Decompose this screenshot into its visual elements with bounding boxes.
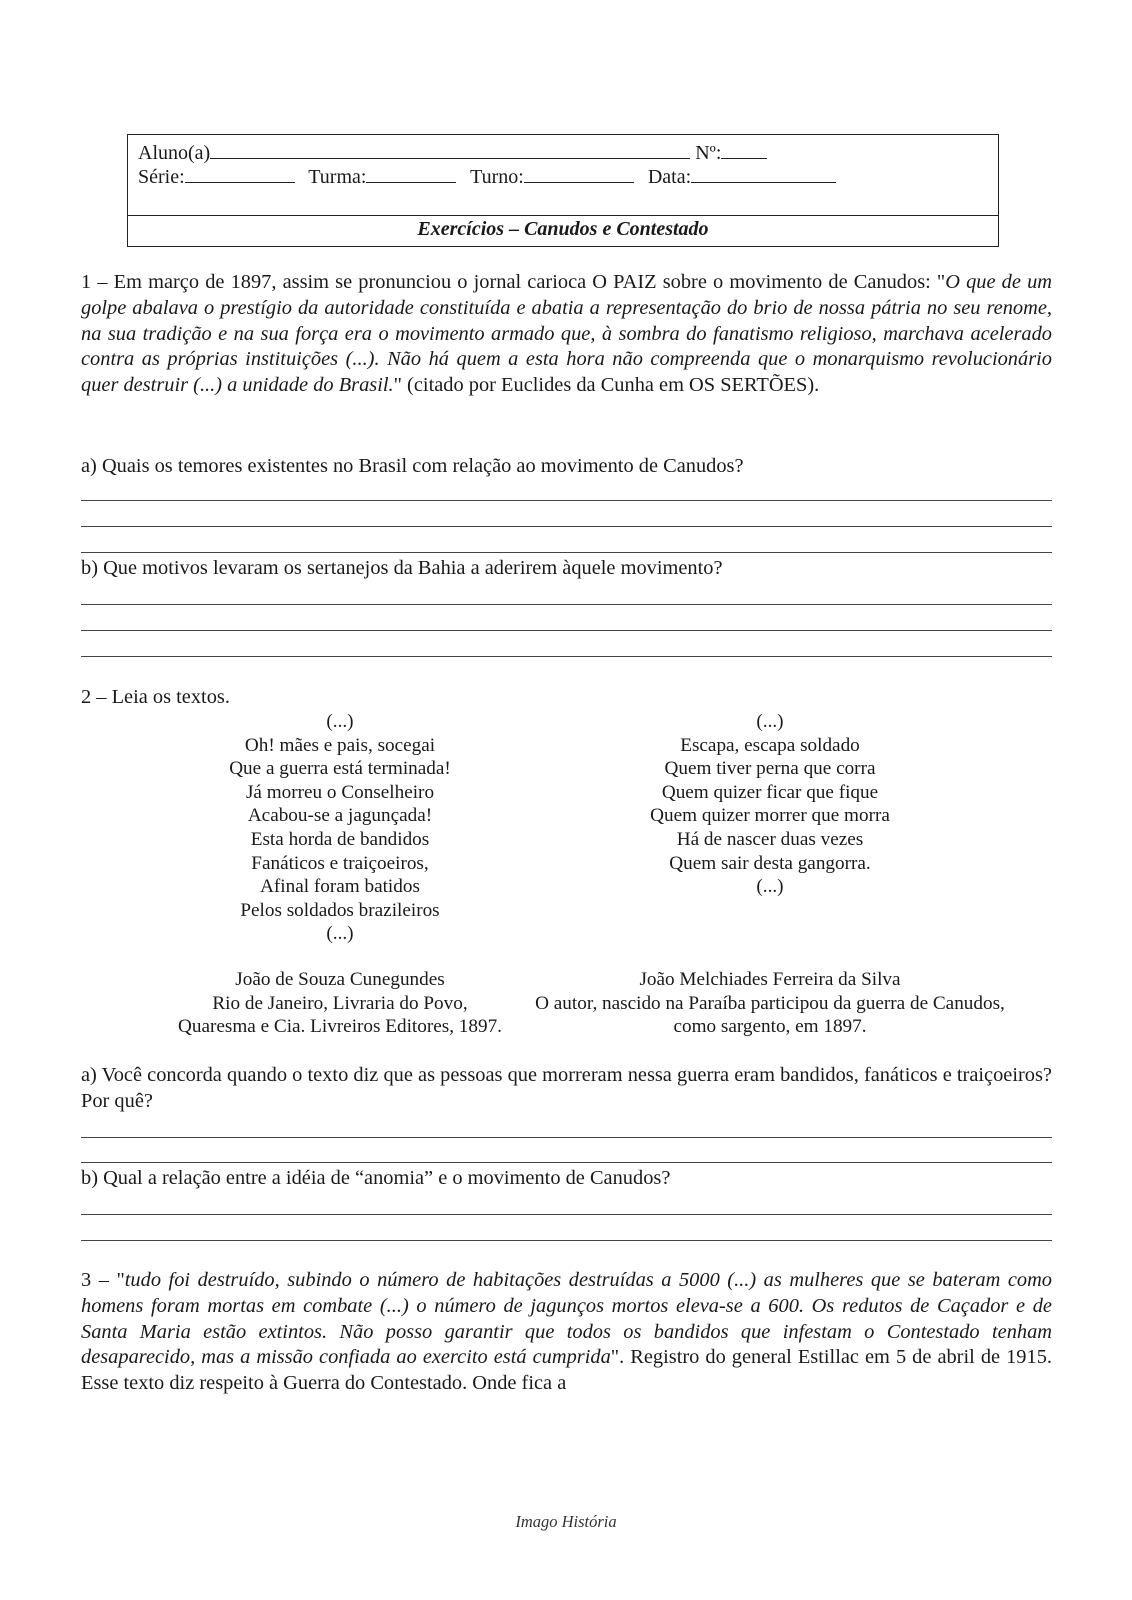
answer-line[interactable] (81, 1240, 1052, 1241)
poem-source: Quaresma e Cia. Livreiros Editores, 1897. (178, 1016, 502, 1038)
poem-line: Acabou-se a jagunçada! (247, 805, 433, 827)
question-2-intro: 2 – Leia os textos. (81, 686, 230, 708)
poem-line: Esta horda de bandidos (250, 828, 430, 850)
q1-quote: O que de um golpe abalava o prestígio da autoridade constituída e abatia a representação do brio de nossa pátria no seu renome, na sua tradição e na sua força era o movimento armado que, à sombra do fanatismo religioso, marchava acelerado contra as próprias instituições (...). Não há quem a esta hora não compreenda que o monarquismo revolucionário quer destruir (...) a unidade do Brasil. (81, 271, 1052, 397)
answer-line[interactable] (81, 656, 1052, 657)
turno-label: Turno: (470, 166, 524, 188)
question-1b: b) Que motivos levaram os sertanejos da Bahia a aderirem àquele movimento? (81, 557, 723, 579)
poem-line: (...) (326, 711, 354, 732)
answer-line[interactable] (81, 630, 1052, 631)
question-2a: a) Você concorda quando o texto diz que as pessoas que morreram nessa guerra eram bandidos, fanáticos e traiçoeiros? Por quê? (81, 1064, 1052, 1112)
class-info-row (138, 164, 836, 189)
poem-line: (...) (756, 711, 784, 732)
poem-left-credit (140, 968, 540, 1039)
header-divider (128, 215, 998, 216)
q3-quote: tudo foi destruído, subindo o número de habitações destruídas a 5000 (...) as mulheres que se bateram como homens foram mortas em combate (...) o número de jagunços mortos eleva-se a 600. Os redutos de Caçador e de Santa Maria estão extintos. Não posso garantir que todos os bandidos que infestam o Contestado tenham desaparecido, mas a missão confiada ao exercito está cumprida (81, 1269, 1052, 1369)
worksheet-title: Exercícios – Canudos e Contestado (417, 218, 709, 240)
poem-right-credit (510, 968, 1030, 1039)
numero-label: Nº: (695, 142, 722, 164)
serie-label: Série: (138, 166, 185, 188)
turma-field[interactable] (366, 164, 456, 183)
poem-left (140, 710, 540, 946)
answer-line[interactable] (81, 552, 1052, 553)
poem-line: Quem tiver perna que corra (664, 758, 876, 780)
question-2b: b) Qual a relação entre a idéia de “anomia” e o movimento de Canudos? (81, 1167, 671, 1189)
answer-line[interactable] (81, 1162, 1052, 1163)
q1-intro: 1 – Em março de 1897, assim se pronunciou o jornal carioca O PAIZ sobre o movimento de Canudos: " (81, 271, 946, 293)
numero-field[interactable] (721, 140, 767, 159)
poem-line: Afinal foram batidos (260, 876, 420, 898)
poem-line: Há de nascer duas vezes (676, 828, 864, 850)
poem-author: João Melchiades Ferreira da Silva (639, 969, 901, 990)
poem-source: como sargento, em 1897. (673, 1016, 867, 1038)
poem-source: Rio de Janeiro, Livraria do Povo, (212, 992, 468, 1014)
poem-line: Fanáticos e traiçoeiros, (251, 852, 429, 874)
answer-line[interactable] (81, 604, 1052, 605)
aluno-label: Aluno(a) (138, 142, 211, 164)
answer-line[interactable] (81, 1214, 1052, 1215)
poem-line: Quem quizer morrer que morra (650, 805, 890, 827)
poem-line: (...) (756, 876, 784, 898)
question-1-text (81, 270, 1052, 399)
poem-line: (...) (326, 923, 354, 945)
turma-label: Turma: (308, 166, 367, 188)
poem-right (570, 710, 970, 899)
poem-author: João de Souza Cunegundes (235, 969, 445, 990)
answer-line[interactable] (81, 526, 1052, 527)
turno-field[interactable] (524, 164, 634, 183)
answer-line[interactable] (81, 1137, 1052, 1138)
serie-field[interactable] (185, 164, 295, 183)
student-name-row (138, 140, 767, 165)
data-label: Data: (647, 166, 692, 188)
q3-intro: 3 – " (81, 1269, 125, 1291)
poem-line: Já morreu o Conselheiro (245, 781, 435, 803)
poem-source: O autor, nascido na Paraíba participou da guerra de Canudos, (535, 992, 1005, 1014)
poem-line: Oh! mães e pais, socegai (244, 734, 436, 756)
student-info-box (127, 134, 999, 247)
footer-credit: Imago História (515, 1512, 617, 1531)
data-field[interactable] (691, 164, 836, 183)
poem-line: Quem sair desta gangorra. (669, 852, 871, 874)
q3-rest: ". Registro do general Estillac em 5 de abril de 1915. Esse texto diz respeito à Guerra do Contestado. Onde fica a (81, 1346, 1052, 1395)
question-3-text (81, 1268, 1052, 1397)
q1-citation: " (citado por Euclides da Cunha em OS SERTÕES). (393, 374, 820, 397)
answer-line[interactable] (81, 500, 1052, 501)
poem-line: Pelos soldados brazileiros (240, 899, 440, 921)
aluno-field[interactable] (210, 140, 690, 159)
poem-line: Escapa, escapa soldado (680, 734, 860, 756)
poem-line: Que a guerra está terminada! (229, 758, 451, 780)
poem-line: Quem quizer ficar que fique (661, 781, 879, 803)
question-1a: a) Quais os temores existentes no Brasil com relação ao movimento de Canudos? (81, 455, 744, 477)
